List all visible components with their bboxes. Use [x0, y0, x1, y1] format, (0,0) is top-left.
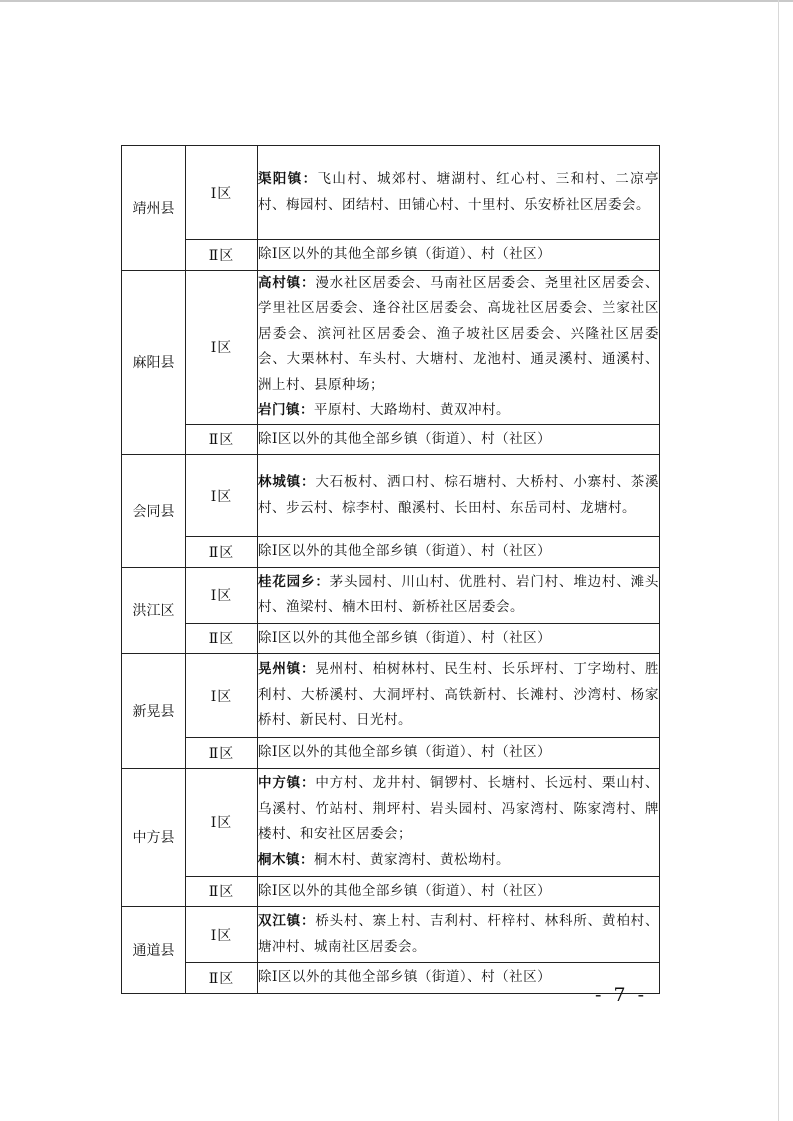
zone-2-label: Ⅱ区	[186, 424, 258, 455]
zone-2-label: Ⅱ区	[186, 623, 258, 654]
village-list: 茅头园村、川山村、优胜村、岩门村、堆边村、滩头村、渔梁村、楠木田村、新桥社区居委会。	[258, 573, 660, 615]
county-name: 洪江区	[122, 567, 186, 654]
town-name: 中方镇：	[258, 775, 316, 791]
county-name: 中方县	[122, 768, 186, 907]
zone-1-detail	[258, 455, 660, 537]
scan-right-edge	[778, 0, 779, 1121]
zone-table	[121, 145, 660, 994]
zone-2-label: Ⅱ区	[186, 876, 258, 907]
village-list: 飞山村、城郊村、塘湖村、红心村、三和村、二凉亭村、梅园村、团结村、田铺心村、十里村、乐安桥社区居委会。	[258, 171, 660, 213]
zone-2-label: Ⅱ区	[186, 537, 258, 568]
table-row	[122, 455, 660, 537]
table-row	[122, 623, 660, 654]
zone-1-label: Ⅰ区	[186, 146, 258, 240]
village-list: 漫水社区居委会、马南社区居委会、尧里社区居委会、学里社区居委会、逢谷社区居委会、高垅社区居委会、兰家社区居委会、滨河社区居委会、渔子坡社区居委会、兴隆社区居委会、大栗林村、车头村、大塘村、龙池村、通灵溪村、通溪村、洲上村、县原种场；	[258, 274, 660, 393]
scan-top-edge	[0, 0, 793, 2]
table-row	[122, 567, 660, 623]
table-row	[122, 240, 660, 271]
county-name: 麻阳县	[122, 270, 186, 455]
county-name: 会同县	[122, 455, 186, 568]
zone-2-label: Ⅱ区	[186, 240, 258, 271]
zone-2-detail: 除Ⅰ区以外的其他全部乡镇（街道）、村（社区）	[258, 738, 660, 769]
town-name: 桐木镇：	[258, 851, 314, 868]
table-row	[122, 537, 660, 568]
table-row	[122, 876, 660, 907]
zone-2-detail: 除Ⅰ区以外的其他全部乡镇（街道）、村（社区）	[258, 240, 660, 271]
zone-1-label: Ⅰ区	[186, 567, 258, 623]
town-name: 晃州镇：	[258, 661, 316, 678]
table-row	[122, 424, 660, 455]
table-row	[122, 654, 660, 738]
zone-1-detail	[258, 654, 660, 738]
table-row	[122, 907, 660, 963]
county-name: 通道县	[122, 907, 186, 994]
zone-2-detail: 除Ⅰ区以外的其他全部乡镇（街道）、村（社区）	[258, 623, 660, 654]
village-list: 桐木村、黄家湾村、黄松坳村。	[314, 851, 510, 868]
table-row	[122, 963, 660, 994]
zone-1-label: Ⅰ区	[186, 768, 258, 876]
zone-2-detail: 除Ⅰ区以外的其他全部乡镇（街道）、村（社区）	[258, 537, 660, 568]
zone-1-label: Ⅰ区	[186, 654, 258, 738]
village-list: 晃州村、柏树林村、民生村、长乐坪村、丁字坳村、胜利村、大桥溪村、大洞坪村、高铁新村、长滩村、沙湾村、杨家桥村、新民村、日光村。	[258, 661, 660, 729]
village-list: 中方村、龙井村、铜锣村、长塘村、长远村、栗山村、乌溪村、竹站村、荆坪村、岩头园村、冯家湾村、陈家湾村、牌楼村、和安社区居委会；	[258, 775, 660, 842]
zone-1-detail	[258, 768, 660, 876]
town-name: 高村镇：	[258, 274, 316, 291]
zone-2-label: Ⅱ区	[186, 738, 258, 769]
zone-1-label: Ⅰ区	[186, 907, 258, 963]
town-name: 林城镇：	[258, 474, 316, 490]
town-entry	[258, 271, 659, 399]
table-row	[122, 768, 660, 876]
table-row	[122, 738, 660, 769]
county-name: 靖州县	[122, 146, 186, 271]
zone-2-detail: 除Ⅰ区以外的其他全部乡镇（街道）、村（社区）	[258, 963, 660, 994]
zone-1-detail	[258, 567, 660, 623]
page-number: - 7 -	[595, 984, 648, 1006]
village-list: 桥头村、寨上村、吉利村、杆梓村、林科所、黄柏村、塘冲村、城南社区居委会。	[258, 913, 660, 955]
village-list: 大石板村、洒口村、棕石塘村、大桥村、小寨村、茶溪村、步云村、棕李村、酿溪村、长田村、东岳司村、龙塘村。	[258, 474, 660, 516]
zone-1-label: Ⅰ区	[186, 270, 258, 424]
county-name: 新晃县	[122, 654, 186, 769]
town-entry	[258, 771, 659, 848]
village-list: 平原村、大路坳村、黄双冲村。	[314, 402, 510, 418]
town-name: 桂花园乡：	[258, 573, 330, 590]
town-name: 岩门镇：	[258, 402, 314, 418]
zone-1-detail	[258, 270, 660, 424]
zone-2-label: Ⅱ区	[186, 963, 258, 994]
town-name: 渠阳镇：	[258, 171, 318, 187]
zone-2-detail: 除Ⅰ区以外的其他全部乡镇（街道）、村（社区）	[258, 876, 660, 907]
table-row	[122, 270, 660, 424]
zone-1-detail	[258, 146, 660, 240]
table-row	[122, 146, 660, 240]
town-name: 双江镇：	[258, 913, 316, 929]
town-entry	[258, 848, 659, 874]
town-entry	[258, 398, 659, 424]
zone-2-detail: 除Ⅰ区以外的其他全部乡镇（街道）、村（社区）	[258, 424, 660, 455]
zone-1-label: Ⅰ区	[186, 455, 258, 537]
zone-1-detail	[258, 907, 660, 963]
